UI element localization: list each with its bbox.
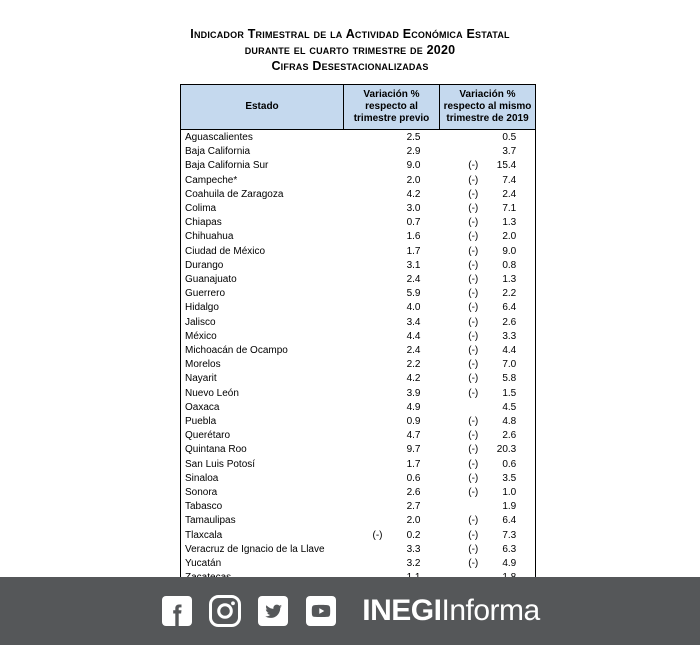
sign-anual: (-) <box>468 515 479 527</box>
sign-anual: (-) <box>468 543 479 555</box>
value-previo: 1.7 <box>406 245 421 257</box>
sign-anual: (-) <box>468 487 479 499</box>
cell-variacion-previo <box>344 500 440 514</box>
sign-anual: (-) <box>468 558 479 570</box>
table-row <box>181 159 536 173</box>
value-anual: 1.9 <box>502 501 517 513</box>
value-anual: 6.4 <box>502 302 517 314</box>
value-previo: 1.7 <box>406 458 421 470</box>
cell-variacion-previo <box>344 529 440 543</box>
cell-estado: Tabasco <box>185 501 223 513</box>
cell-estado: Michoacán de Ocampo <box>185 345 288 357</box>
cell-estado: Tamaulipas <box>185 515 236 527</box>
cell-variacion-anual <box>440 287 536 301</box>
value-previo: 2.6 <box>406 487 421 499</box>
title-block <box>0 0 700 74</box>
value-anual: 4.5 <box>502 401 517 413</box>
cell-variacion-anual <box>440 273 536 287</box>
cell-estado: Campeche* <box>185 174 238 186</box>
cell-variacion-previo <box>344 202 440 216</box>
table-row <box>181 202 536 216</box>
sign-anual: (-) <box>468 160 479 172</box>
brand-inegi: INEGI <box>362 594 442 627</box>
sign-anual: (-) <box>468 302 479 314</box>
youtube-icon[interactable] <box>304 594 338 628</box>
cell-estado: Chiapas <box>185 217 222 229</box>
value-previo: 2.2 <box>406 359 421 371</box>
cell-variacion-previo <box>344 273 440 287</box>
table-row <box>181 145 536 159</box>
sign-anual: (-) <box>468 316 479 328</box>
cell-variacion-anual <box>440 159 536 173</box>
cell-variacion-anual <box>440 301 536 315</box>
value-anual: 6.3 <box>502 543 517 555</box>
cell-variacion-anual <box>440 330 536 344</box>
value-anual: 0.8 <box>502 259 517 271</box>
cell-variacion-previo <box>344 174 440 188</box>
cell-estado: Nuevo León <box>185 387 239 399</box>
value-previo: 3.2 <box>406 558 421 570</box>
value-previo: 4.2 <box>406 373 421 385</box>
value-anual: 3.3 <box>502 330 517 342</box>
cell-variacion-anual <box>440 557 536 571</box>
sign-anual: (-) <box>468 274 479 286</box>
cell-estado: Hidalgo <box>185 302 219 314</box>
cell-variacion-anual <box>440 500 536 514</box>
value-anual: 5.8 <box>502 373 517 385</box>
table-row <box>181 301 536 315</box>
value-anual: 1.5 <box>502 387 517 399</box>
table-row <box>181 429 536 443</box>
value-anual: 3.5 <box>502 472 517 484</box>
value-anual: 0.6 <box>502 458 517 470</box>
value-anual: 6.4 <box>502 515 517 527</box>
cell-estado: Puebla <box>185 416 217 428</box>
sign-anual: (-) <box>468 387 479 399</box>
table-row <box>181 245 536 259</box>
table-row <box>181 230 536 244</box>
table-row <box>181 486 536 500</box>
sign-anual: (-) <box>468 444 479 456</box>
cell-estado: Durango <box>185 259 224 271</box>
value-previo: 1.6 <box>406 231 421 243</box>
cell-variacion-previo <box>344 287 440 301</box>
value-previo: 4.0 <box>406 302 421 314</box>
cell-variacion-anual <box>440 401 536 415</box>
cell-variacion-previo <box>344 245 440 259</box>
sign-anual: (-) <box>468 373 479 385</box>
sign-anual: (-) <box>468 288 479 300</box>
value-previo: 2.5 <box>406 132 421 143</box>
table-row <box>181 287 536 301</box>
sign-anual: (-) <box>468 259 479 271</box>
cell-variacion-anual <box>440 472 536 486</box>
table-row <box>181 273 536 287</box>
table-header <box>181 85 536 130</box>
value-anual: 2.2 <box>502 288 517 300</box>
cell-variacion-anual <box>440 174 536 188</box>
value-anual: 1.3 <box>502 274 517 286</box>
table-row <box>181 372 536 386</box>
cell-estado: Veracruz de Ignacio de la Llave <box>185 543 325 555</box>
cell-variacion-previo <box>344 188 440 202</box>
cell-variacion-previo <box>344 145 440 159</box>
column-header-variacion-anual: Variación % respecto al mismo trimestre de 2019 <box>440 85 536 130</box>
twitter-icon[interactable] <box>256 594 290 628</box>
cell-estado: Aguascalientes <box>185 132 253 143</box>
instagram-icon[interactable] <box>208 594 242 628</box>
value-previo: 2.0 <box>406 174 421 186</box>
cell-variacion-previo <box>344 557 440 571</box>
title-line-1: Indicador Trimestral de la Actividad Económica Estatal <box>190 27 510 41</box>
table-row <box>181 174 536 188</box>
cell-estado: Sonora <box>185 487 218 499</box>
value-anual: 1.0 <box>502 487 517 499</box>
cell-estado: Coahuila de Zaragoza <box>185 188 284 200</box>
value-anual: 9.0 <box>502 245 517 257</box>
cell-variacion-anual <box>440 358 536 372</box>
cell-variacion-anual <box>440 188 536 202</box>
value-anual: 0.5 <box>502 132 517 143</box>
table-row <box>181 344 536 358</box>
cell-variacion-previo <box>344 330 440 344</box>
cell-estado: Querétaro <box>185 430 231 442</box>
value-previo: 0.7 <box>406 217 421 229</box>
facebook-icon[interactable] <box>160 594 194 628</box>
cell-estado: Sinaloa <box>185 472 219 484</box>
cell-estado: Tlaxcala <box>185 529 223 541</box>
cell-variacion-anual <box>440 216 536 230</box>
value-previo: 3.0 <box>406 203 421 215</box>
cell-variacion-anual <box>440 387 536 401</box>
table-row <box>181 259 536 273</box>
table-body <box>181 130 536 587</box>
cell-variacion-previo <box>344 443 440 457</box>
value-previo: 2.0 <box>406 515 421 527</box>
cell-estado: Morelos <box>185 359 221 371</box>
cell-variacion-anual <box>440 543 536 557</box>
cell-variacion-anual <box>440 202 536 216</box>
sign-anual: (-) <box>468 188 479 200</box>
cell-variacion-previo <box>344 259 440 273</box>
table-row <box>181 543 536 557</box>
data-table-wrapper <box>180 84 532 587</box>
cell-variacion-anual <box>440 486 536 500</box>
value-previo: 0.9 <box>406 416 421 428</box>
value-anual: 7.0 <box>502 359 517 371</box>
value-previo: 3.9 <box>406 387 421 399</box>
value-anual: 7.4 <box>502 174 517 186</box>
value-previo: 3.1 <box>406 259 421 271</box>
title-line-2: durante el cuarto trimestre de 2020 <box>244 43 456 57</box>
table-row <box>181 316 536 330</box>
cell-variacion-previo <box>344 159 440 173</box>
table-row <box>181 443 536 457</box>
value-previo: 5.9 <box>406 288 421 300</box>
cell-variacion-anual <box>440 230 536 244</box>
cell-variacion-previo <box>344 344 440 358</box>
table-row <box>181 529 536 543</box>
value-previo: 4.9 <box>406 401 421 413</box>
table-row <box>181 472 536 486</box>
cell-estado: Yucatán <box>185 558 222 570</box>
value-previo: 0.2 <box>406 529 421 541</box>
cell-variacion-anual <box>440 259 536 273</box>
value-previo: 2.4 <box>406 345 421 357</box>
sign-previo: (-) <box>372 529 383 541</box>
value-previo: 4.7 <box>406 430 421 442</box>
title-line-3: Cifras Desestacionalizadas <box>271 59 429 73</box>
value-previo: 3.3 <box>406 543 421 555</box>
cell-variacion-anual <box>440 245 536 259</box>
cell-variacion-anual <box>440 443 536 457</box>
cell-variacion-anual <box>440 344 536 358</box>
value-anual: 2.6 <box>502 430 517 442</box>
inegi-informa-logo <box>362 594 539 628</box>
sign-anual: (-) <box>468 458 479 470</box>
cell-variacion-previo <box>344 401 440 415</box>
value-anual: 4.8 <box>502 416 517 428</box>
table-row <box>181 557 536 571</box>
cell-variacion-previo <box>344 514 440 528</box>
value-previo: 2.9 <box>406 146 421 158</box>
cell-variacion-anual <box>440 458 536 472</box>
cell-variacion-previo <box>344 216 440 230</box>
cell-estado: Oaxaca <box>185 401 220 413</box>
value-anual: 7.1 <box>502 203 517 215</box>
value-previo: 9.0 <box>406 160 421 172</box>
column-header-estado: Estado <box>181 85 344 130</box>
cell-variacion-anual <box>440 415 536 429</box>
cell-variacion-anual <box>440 372 536 386</box>
cell-estado: México <box>185 330 217 342</box>
iteae-table <box>180 84 536 587</box>
footer-content <box>160 594 539 628</box>
value-anual: 1.3 <box>502 217 517 229</box>
sign-anual: (-) <box>468 416 479 428</box>
cell-estado: San Luis Potosí <box>185 458 256 470</box>
value-previo: 4.4 <box>406 330 421 342</box>
sign-anual: (-) <box>468 245 479 257</box>
cell-estado: Chihuahua <box>185 231 234 243</box>
table-row <box>181 401 536 415</box>
brand-informa: Informa <box>441 594 540 627</box>
sign-anual: (-) <box>468 203 479 215</box>
sign-anual: (-) <box>468 174 479 186</box>
sign-anual: (-) <box>468 359 479 371</box>
sign-anual: (-) <box>468 217 479 229</box>
column-header-variacion-previo: Variación % respecto al trimestre previo <box>344 85 440 130</box>
value-previo: 0.6 <box>406 472 421 484</box>
value-anual: 4.4 <box>502 345 517 357</box>
cell-estado: Guerrero <box>185 288 226 300</box>
table-row <box>181 358 536 372</box>
cell-variacion-anual <box>440 316 536 330</box>
table-row <box>181 216 536 230</box>
cell-variacion-anual <box>440 514 536 528</box>
table-row <box>181 458 536 472</box>
cell-variacion-previo <box>344 472 440 486</box>
cell-variacion-previo <box>344 130 440 146</box>
table-header-row <box>181 85 536 130</box>
table-row <box>181 130 536 146</box>
value-anual: 15.4 <box>496 160 517 172</box>
cell-estado: Baja California Sur <box>185 160 269 172</box>
value-anual: 2.6 <box>502 316 517 328</box>
value-previo: 2.7 <box>406 501 421 513</box>
table-row <box>181 387 536 401</box>
cell-estado: Quintana Roo <box>185 444 247 456</box>
cell-variacion-previo <box>344 429 440 443</box>
cell-variacion-previo <box>344 358 440 372</box>
sign-anual: (-) <box>468 330 479 342</box>
cell-estado: Guanajuato <box>185 274 237 286</box>
table-row <box>181 188 536 202</box>
value-anual: 7.3 <box>502 529 517 541</box>
cell-variacion-previo <box>344 301 440 315</box>
value-anual: 2.0 <box>502 231 517 243</box>
table-row <box>181 415 536 429</box>
value-previo: 3.4 <box>406 316 421 328</box>
value-previo: 2.4 <box>406 274 421 286</box>
cell-variacion-anual <box>440 145 536 159</box>
value-previo: 9.7 <box>406 444 421 456</box>
sign-anual: (-) <box>468 472 479 484</box>
table-row <box>181 500 536 514</box>
sign-anual: (-) <box>468 529 479 541</box>
cell-estado: Ciudad de México <box>185 245 266 257</box>
cell-estado: Jalisco <box>185 316 216 328</box>
cell-variacion-anual <box>440 429 536 443</box>
cell-estado: Baja California <box>185 146 251 158</box>
sign-anual: (-) <box>468 430 479 442</box>
cell-variacion-previo <box>344 543 440 557</box>
cell-variacion-previo <box>344 415 440 429</box>
value-anual: 3.7 <box>502 146 517 158</box>
cell-variacion-anual <box>440 130 536 146</box>
footer-bar <box>0 577 700 645</box>
sign-anual: (-) <box>468 231 479 243</box>
cell-variacion-previo <box>344 486 440 500</box>
cell-variacion-previo <box>344 316 440 330</box>
table-row <box>181 330 536 344</box>
sign-anual: (-) <box>468 345 479 357</box>
cell-variacion-previo <box>344 387 440 401</box>
cell-variacion-previo <box>344 372 440 386</box>
table-row <box>181 514 536 528</box>
value-anual: 2.4 <box>502 188 517 200</box>
value-previo: 4.2 <box>406 188 421 200</box>
value-anual: 20.3 <box>496 444 517 456</box>
cell-estado: Nayarit <box>185 373 217 385</box>
cell-variacion-previo <box>344 458 440 472</box>
cell-variacion-previo <box>344 230 440 244</box>
cell-variacion-anual <box>440 529 536 543</box>
cell-estado: Colima <box>185 203 217 215</box>
value-anual: 4.9 <box>502 558 517 570</box>
